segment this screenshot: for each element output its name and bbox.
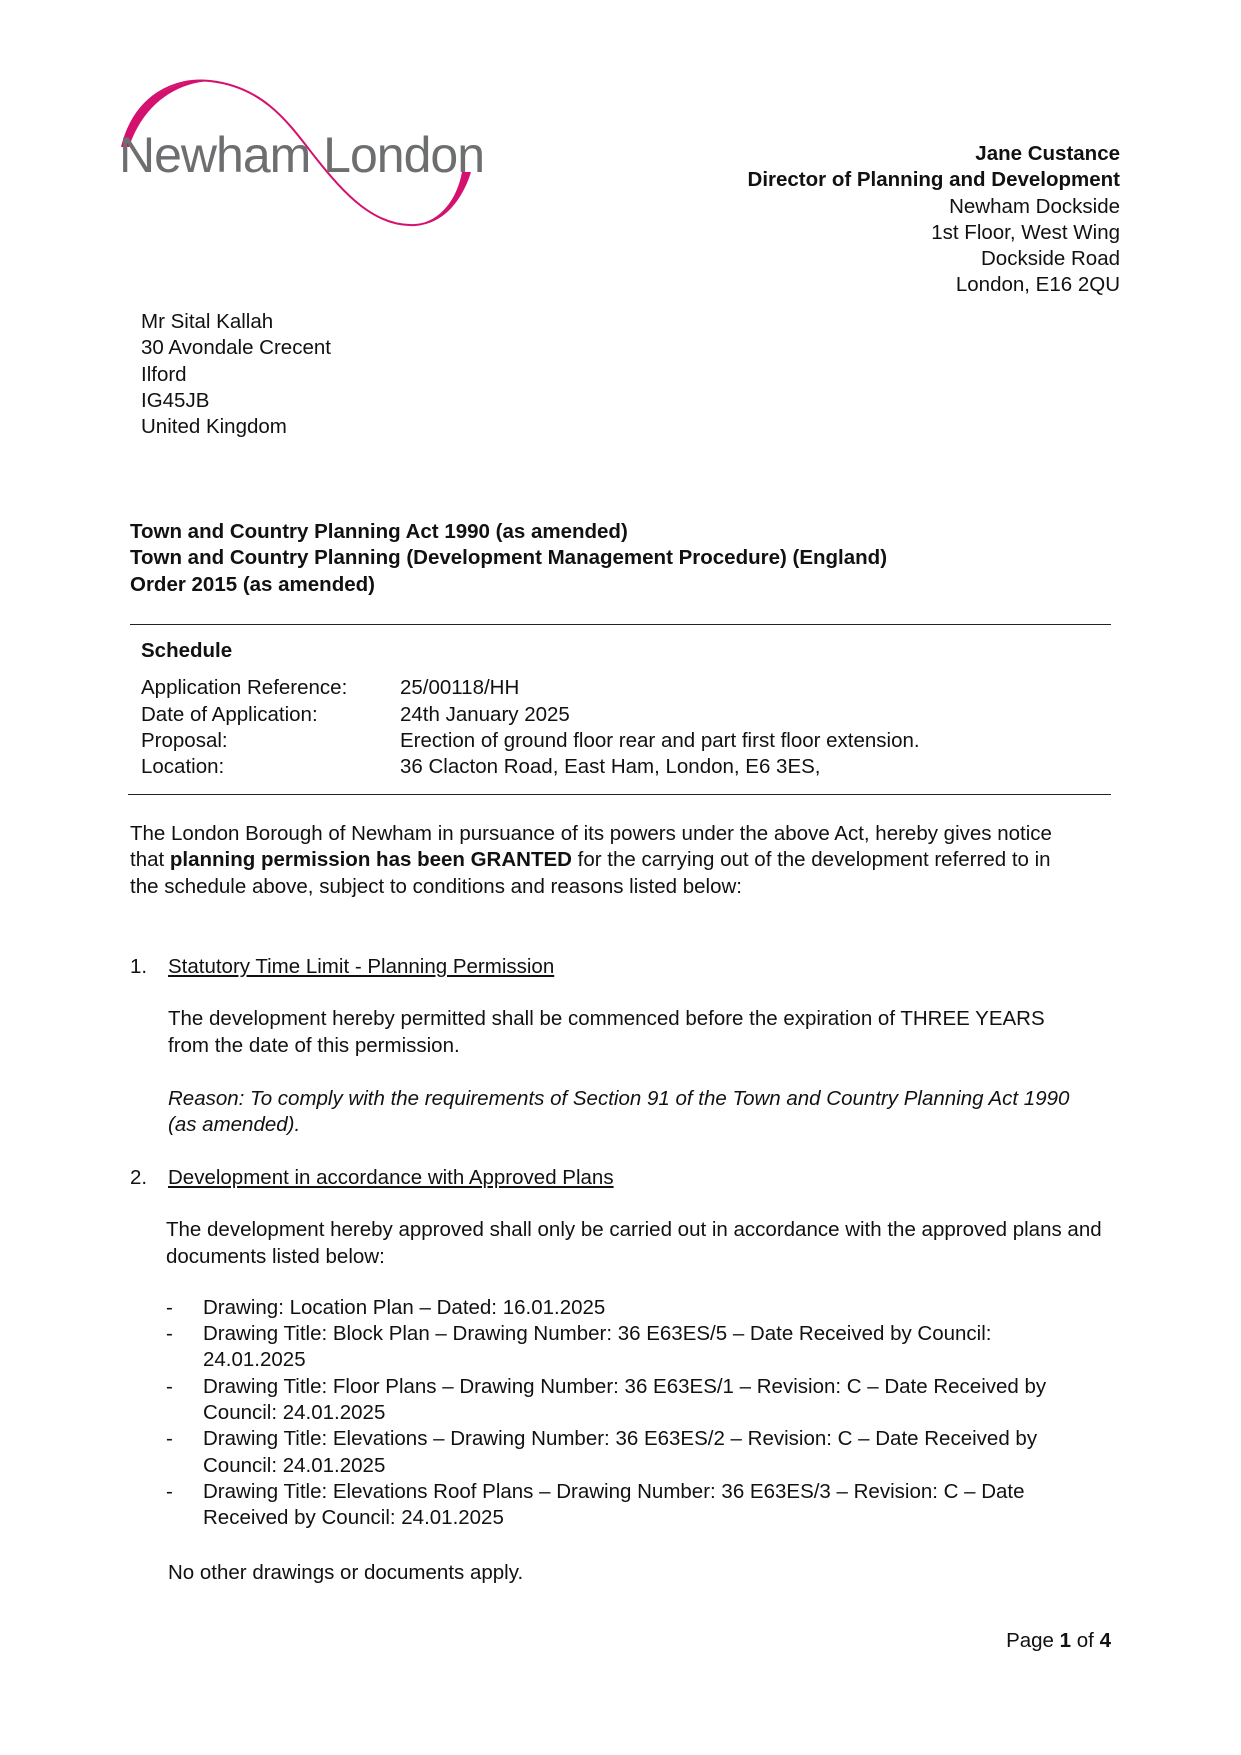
sender-block	[748, 141, 1120, 299]
legislation-headings	[130, 519, 887, 598]
schedule-row	[141, 675, 920, 701]
page-current: 1	[1059, 1629, 1072, 1652]
divider	[128, 794, 1111, 795]
list-item: - Drawing Title: Floor Plans – Drawing Number: 36 E63ES/1 – Revision: C – Date Received by Council: 24.01.2025	[166, 1374, 1096, 1427]
plan-text: Drawing: Location Plan – Dated: 16.01.2025	[203, 1295, 606, 1319]
condition-footer: No other drawings or documents apply.	[168, 1560, 524, 1584]
page-number	[1006, 1628, 1111, 1654]
notice-decision: planning permission has been GRANTED	[169, 848, 572, 872]
page-label: Page	[1006, 1629, 1054, 1652]
sender-address-line: London, E16 2QU	[955, 273, 1120, 297]
approved-plans-list	[166, 1295, 1096, 1532]
schedule-label: Application Reference:	[141, 676, 348, 700]
sender-title: Director of Planning and Development	[747, 168, 1120, 192]
newham-london-logo	[115, 75, 485, 235]
list-item: - Drawing: Location Plan – Dated: 16.01.2025	[166, 1295, 1096, 1321]
schedule-value: Erection of ground floor rear and part first floor extension.	[400, 728, 920, 752]
schedule-label: Proposal:	[141, 728, 228, 752]
schedule-value: 24th January 2025	[400, 702, 570, 726]
condition-number: 1.	[130, 955, 148, 978]
plan-text: Drawing Title: Elevations – Drawing Number: 36 E63ES/2 – Revision: C – Date Received by Council: 24.01.2025	[203, 1427, 1038, 1477]
schedule-row	[141, 702, 920, 728]
condition-body: The development hereby approved shall only be carried out in accordance with the approved plans and documents listed below:	[166, 1218, 1102, 1268]
condition-2	[130, 1165, 1115, 1586]
plan-text: Drawing Title: Elevations Roof Plans – Drawing Number: 36 E63ES/3 – Revision: C – Date Received by Council: 24.01.2025	[203, 1479, 1025, 1530]
recipient-line: Ilford	[141, 362, 187, 386]
list-item: - Drawing Title: Block Plan – Drawing Number: 36 E63ES/5 – Date Received by Council: 24.01.2025	[166, 1321, 1096, 1374]
notice-text: The London Borough of Newham in pursuance of its powers under the above Act, hereby gives notice that	[130, 822, 1052, 872]
heading-line: Town and Country Planning (Development Management Procedure) (England)	[130, 546, 888, 570]
sender-address-line: Dockside Road	[980, 247, 1120, 271]
sender-name: Jane Custance	[975, 142, 1120, 165]
list-item: - Drawing Title: Elevations – Drawing Number: 36 E63ES/2 – Revision: C – Date Received by Council: 24.01.2025	[166, 1426, 1096, 1479]
heading-line: Order 2015 (as amended)	[130, 572, 375, 596]
schedule	[141, 638, 920, 780]
recipient-address	[141, 309, 331, 440]
sender-address-line: 1st Floor, West Wing	[931, 220, 1120, 244]
recipient-line: United Kingdom	[141, 415, 287, 439]
condition-title: Statutory Time Limit - Planning Permission	[168, 955, 555, 978]
sender-address-line: Newham Dockside	[949, 194, 1120, 218]
notice-text: for the carrying out of the development referred to in the schedule above, subject to conditions and reasons listed below:	[130, 848, 1051, 898]
divider	[130, 624, 1111, 625]
schedule-row	[141, 728, 920, 754]
condition-title: Development in accordance with Approved Plans	[168, 1166, 614, 1189]
schedule-title: Schedule	[141, 639, 233, 662]
plan-text: Drawing Title: Block Plan – Drawing Number: 36 E63ES/5 – Date Received by Council: 24.01.2025	[203, 1322, 992, 1372]
schedule-value: 36 Clacton Road, East Ham, London, E6 3ES,	[400, 755, 821, 779]
schedule-value: 25/00118/HH	[400, 676, 520, 700]
heading-line: Town and Country Planning Act 1990 (as amended)	[130, 520, 628, 543]
recipient-line: IG45JB	[141, 388, 210, 412]
page-total: 4	[1099, 1629, 1111, 1652]
condition-reason: Reason: To comply with the requirements of Section 91 of the Town and Country Planning Act 1990 (as amended).	[168, 1086, 1070, 1137]
schedule-label: Date of Application:	[141, 702, 318, 726]
grant-notice	[130, 821, 1070, 900]
condition-number: 2.	[130, 1166, 148, 1189]
schedule-row	[141, 754, 920, 780]
recipient-line: Mr Sital Kallah	[141, 310, 274, 333]
condition-1	[130, 954, 1090, 1138]
list-item: - Drawing Title: Elevations Roof Plans – Drawing Number: 36 E63ES/3 – Revision: C – Date Received by Council: 24.01.2025	[166, 1479, 1096, 1532]
condition-body: The development hereby permitted shall be commenced before the expiration of THREE YEARS from the date of this permission.	[168, 1007, 1045, 1057]
plan-text: Drawing Title: Floor Plans – Drawing Number: 36 E63ES/1 – Revision: C – Date Received by Council: 24.01.2025	[203, 1374, 1047, 1425]
schedule-label: Location:	[141, 755, 225, 779]
recipient-line: 30 Avondale Crecent	[141, 336, 331, 360]
page-of: of	[1076, 1629, 1094, 1652]
logo-text: Newham London	[119, 127, 485, 183]
